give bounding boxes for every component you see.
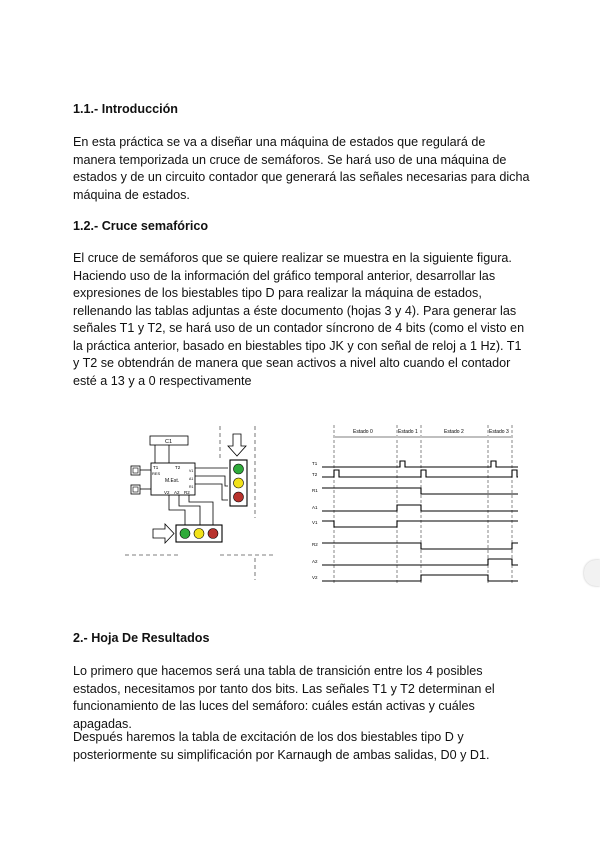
machine-block-label: M.Est.: [165, 478, 180, 484]
timing-diagram-figure: [308, 425, 520, 585]
signal-t2-label: T2: [312, 472, 318, 477]
signal-t1-label: T1: [312, 461, 318, 466]
machine-output-r2: R2: [184, 490, 190, 495]
counter-label: C1: [165, 439, 173, 445]
side-scroll-tab[interactable]: [584, 560, 600, 586]
wave-v2: [322, 575, 518, 581]
state-2-label: Estado 2: [444, 429, 464, 435]
machine-output-v2: V2: [164, 490, 170, 495]
wave-t1: [322, 461, 518, 467]
wave-a1: [322, 505, 518, 511]
state-1-label: Estado 1: [398, 429, 418, 435]
paragraph-resultados-1: Lo primero que hacemos será una tabla de transición entre los 4 posibles estados, necesitamos por tanto dos bits. Las señales T1 y T2 determinan el funcionamiento de las luces del semáforo: cuáles están activas y cuáles apagadas.: [73, 664, 495, 731]
state-0-label: Estado 0: [353, 429, 373, 435]
signal-v2-label: V2: [312, 575, 318, 580]
wave-t2: [322, 470, 518, 477]
machine-input-t2: T2: [175, 465, 181, 470]
signal-r1-label: R1: [312, 488, 318, 493]
signal-a2-label: A2: [312, 559, 318, 564]
machine-output-a2: A2: [174, 490, 180, 495]
paragraph-cruce-semaforico: El cruce de semáforos que se quiere realizar se muestra en la siguiente figura. Haciendo uso de la información del gráfico temporal anterior, desarrollar las expresiones de los biestables tipo D para realizar la máquina de estados, rellenando las tablas adjuntas a éste documento (hojas 3 y 4). Para generar las señales T1 y T2, se hará uso de un contador síncrono de 4 bits (como el visto en la práctica anterior, basado en biestables tipo JK y con señal de reloj a 1 Hz). T1 y T2 se obtendrán de manera que sean activos a nivel alto cuando el contador esté a 13 y a 0 respectivamente: [73, 251, 525, 388]
machine-output-a1: A1: [189, 477, 194, 481]
paragraph-resultados-2: Después haremos la tabla de excitación de los dos biestables tipo D y posteriormente su simplificación por Karnaugh de ambas salidas, D0 y D1.: [73, 730, 490, 762]
wave-r2: [322, 543, 518, 549]
machine-res-label: RES: [152, 471, 161, 476]
machine-output-v1: V1: [189, 469, 194, 473]
wave-r1: [322, 488, 518, 494]
wave-a2: [322, 559, 518, 565]
machine-input-t1: T1: [153, 465, 159, 470]
heading-cruce-semaforico: 1.2.- Cruce semafórico: [73, 219, 209, 233]
state-3-label: Estado 3: [489, 429, 509, 435]
traffic-circuit-figure: [125, 418, 275, 580]
signal-v1-label: V1: [312, 520, 318, 525]
wave-v1: [322, 521, 518, 527]
heading-hoja-resultados: 2.- Hoja De Resultados: [73, 631, 210, 645]
signal-r2-label: R2: [312, 542, 318, 547]
machine-output-r1: R1: [189, 485, 194, 489]
signal-a1-label: A1: [312, 505, 318, 510]
heading-introduccion: 1.1.- Introducción: [73, 102, 178, 116]
paragraph-introduccion: En esta práctica se va a diseñar una máquina de estados que regulará de manera temporizada un cruce de semáforos. Se hará uso de una máquina de estados y de un circuito contador que generará las señales necesarias para dicha máquina de estados.: [73, 135, 530, 202]
